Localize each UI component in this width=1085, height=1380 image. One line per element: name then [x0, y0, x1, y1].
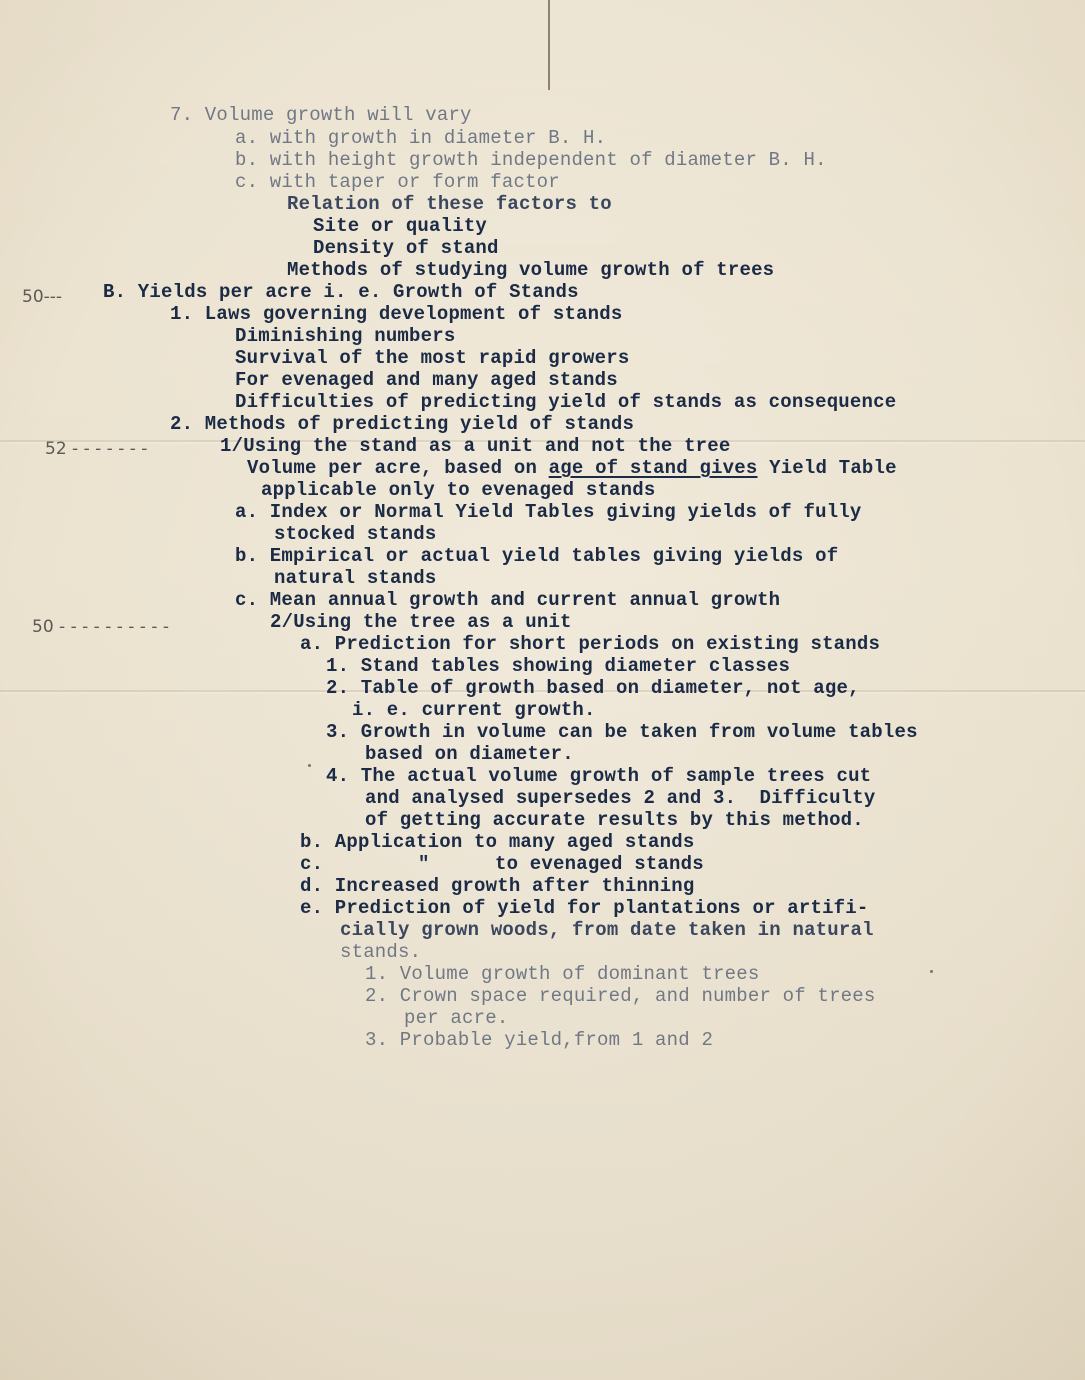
text-line: b. Application to many aged stands — [300, 831, 695, 853]
margin-note-50-first: 50--- — [22, 287, 63, 307]
text-line: 2. Crown space required, and number of trees — [365, 985, 876, 1007]
stray-ink-mark — [930, 970, 933, 973]
text-line: Survival of the most rapid growers — [235, 347, 630, 369]
text-line: 3. Growth in volume can be taken from volume tables — [326, 721, 918, 743]
text-line: stands. — [340, 941, 422, 963]
text-segment: Volume per acre, based on — [247, 457, 549, 479]
text-line: applicable only to evenaged stands — [261, 479, 656, 501]
text-line: and analysed supersedes 2 and 3. Difficulty — [365, 787, 876, 809]
text-line: of getting accurate results by this method. — [365, 809, 864, 831]
text-line: natural stands — [274, 567, 437, 589]
text-line: Methods of studying volume growth of trees — [287, 259, 775, 281]
text-line: 1/Using the stand as a unit and not the tree — [220, 435, 731, 457]
text-line: per acre. — [404, 1007, 509, 1029]
text-line — [247, 457, 897, 479]
stray-ink-mark — [308, 764, 311, 767]
text-line: c. — [300, 853, 324, 875]
text-line: a. Prediction for short periods on existing stands — [300, 633, 881, 655]
text-line: a. Index or Normal Yield Tables giving yields of fully — [235, 501, 862, 523]
margin-note-50-second: 50 - - - - - - - - - - — [32, 617, 170, 637]
text-line: i. e. current growth. — [352, 699, 596, 721]
text-line: 2. Table of growth based on diameter, not age, — [326, 677, 860, 699]
text-line: d. Increased growth after thinning — [300, 875, 695, 897]
text-line: 3. Probable yield,from 1 and 2 — [365, 1029, 714, 1051]
text-line: e. Prediction of yield for plantations or artifi- — [300, 897, 869, 919]
text-line: For evenaged and many aged stands — [235, 369, 618, 391]
text-line: Relation of these factors to — [287, 193, 612, 215]
text-line: based on diameter. — [365, 743, 574, 765]
text-line: cially grown woods, from date taken in natural — [340, 919, 874, 941]
text-line: 4. The actual volume growth of sample trees cut — [326, 765, 872, 787]
text-line: Site or quality — [313, 215, 488, 237]
text-line: b. Empirical or actual yield tables giving yields of — [235, 545, 839, 567]
ditto-mark: " — [418, 853, 430, 875]
text-line: Density of stand — [313, 237, 499, 259]
text-line: 2. Methods of predicting yield of stands — [170, 413, 635, 435]
text-line: 1. Laws governing development of stands — [170, 303, 623, 325]
text-line: 1. Volume growth of dominant trees — [365, 963, 760, 985]
text-line: 2/Using the tree as a unit — [270, 611, 572, 633]
text-line: a. with growth in diameter B. H. — [235, 127, 607, 149]
text-line: c. with taper or form factor — [235, 171, 560, 193]
text-line: 1. Stand tables showing diameter classes — [326, 655, 791, 677]
text-line: to evenaged stands — [495, 853, 704, 875]
text-line: stocked stands — [274, 523, 437, 545]
paper-tear-mark — [548, 0, 550, 90]
text-line: Diminishing numbers — [235, 325, 456, 347]
text-line: 7. Volume growth will vary — [170, 104, 472, 126]
text-segment: Yield Table — [757, 457, 897, 479]
underlined-phrase: age of stand gives — [548, 457, 758, 479]
text-line: Difficulties of predicting yield of stands as consequence — [235, 391, 897, 413]
text-line: c. Mean annual growth and current annual growth — [235, 589, 781, 611]
text-line: b. with height growth independent of diameter B. H. — [235, 149, 827, 171]
margin-note-52: 52 - - - - - - - — [45, 439, 148, 459]
section-heading: B. Yields per acre i. e. Growth of Stands — [103, 281, 579, 303]
